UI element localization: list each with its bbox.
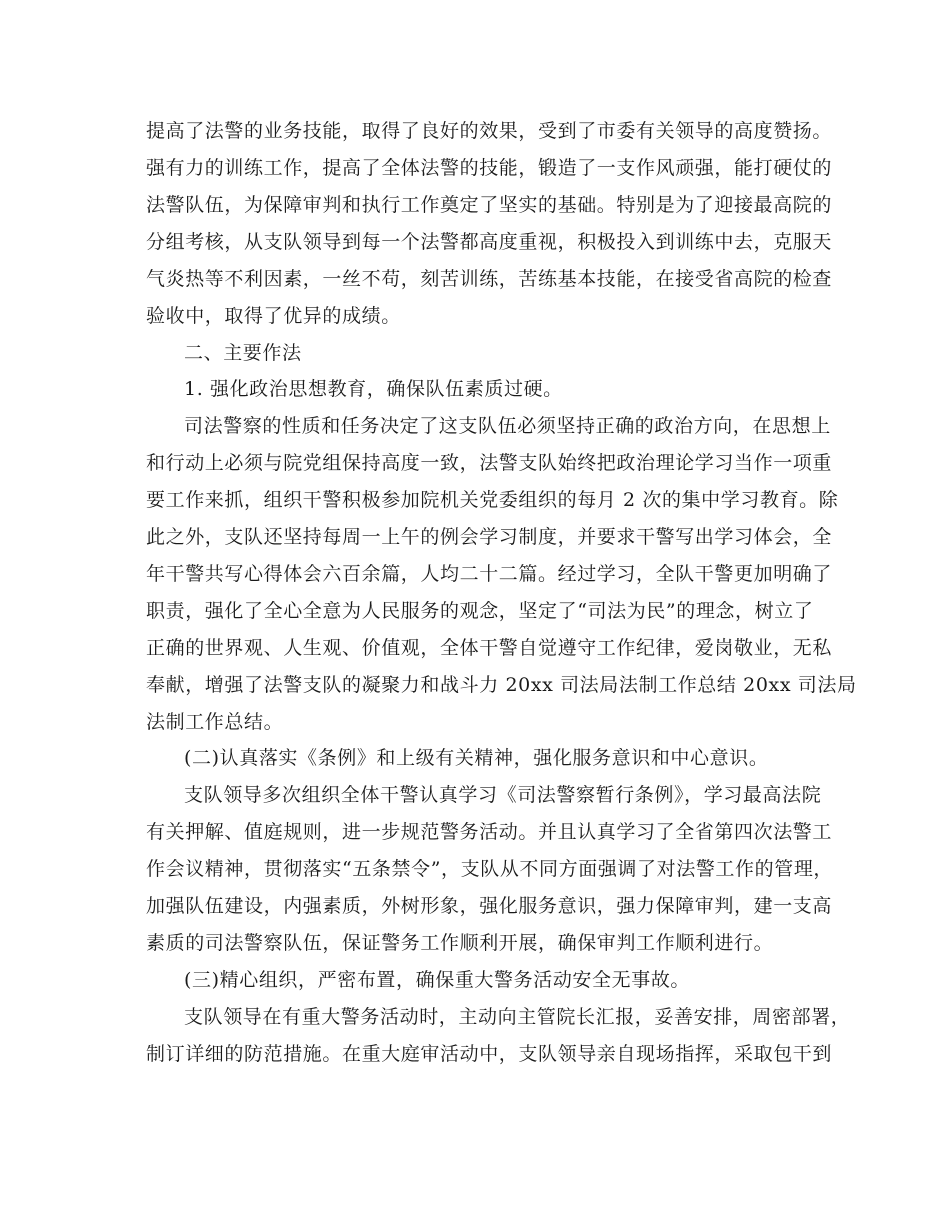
subsection-heading: (三)精心组织，严密布置，确保重大警务活动安全无事故。 [184, 969, 691, 991]
body-text-line: 法制工作总结。 [146, 711, 284, 733]
body-text-line: 正确的世界观、人生观、价值观，全体干警自觉遵守工作纪律，爱岗敬业，无私 [146, 637, 833, 659]
body-text-line: 司法警察的性质和任务决定了这支队伍必须坚持正确的政治方向，在思想上 [184, 415, 831, 437]
body-text-line: 气炎热等不利因素，一丝不苟，刻苦训练，苦练基本技能，在接受省高院的检查 [146, 268, 833, 290]
body-text-line: 支队领导多次组织全体干警认真学习《司法警察暂行条例》，学习最高法院 [184, 784, 822, 806]
subsection-heading: 1. 强化政治思想教育，确保队伍素质过硬。 [184, 378, 563, 400]
subsection-heading: (二)认真落实《条例》和上级有关精神，强化服务意识和中心意识。 [184, 747, 769, 769]
body-text-line: 分组考核，从支队领导到每一个法警都高度重视，积极投入到训练中去，克服天 [146, 231, 833, 253]
body-text-line: 提高了法警的业务技能，取得了良好的效果，受到了市委有关领导的高度赞扬。 [146, 120, 833, 142]
section-heading: 二、主要作法 [184, 342, 302, 364]
body-text-line: 作会议精神，贯彻落实“五条禁令”，支队从不同方面强调了对法警工作的管理， [146, 858, 834, 880]
body-text-line: 和行动上必须与院党组保持高度一致，法警支队始终把政治理论学习当作一项重 [146, 452, 833, 474]
body-text-line: 有关押解、值庭规则，进一步规范警务活动。并且认真学习了全省第四次法警工 [146, 821, 833, 843]
body-text-line: 职责，强化了全心全意为人民服务的观念，坚定了“司法为民”的理念，树立了 [146, 600, 814, 622]
body-text-line: 年干警共写心得体会六百余篇，人均二十二篇。经过学习，全队干警更加明确了 [146, 563, 833, 585]
body-text-line: 支队领导在有重大警务活动时，主动向主管院长汇报，妥善安排，周密部署， [184, 1006, 851, 1028]
body-text-line: 制订详细的防范措施。在重大庭审活动中，支队领导亲自现场指挥，采取包干到 [146, 1043, 833, 1065]
body-text-line: 验收中，取得了优异的成绩。 [146, 305, 401, 327]
body-text-line: 法警队伍，为保障审判和执行工作奠定了坚实的基础。特别是为了迎接最高院的 [146, 194, 833, 216]
body-text-line: 加强队伍建设，内强素质，外树形象，强化服务意识，强力保障审判，建一支高 [146, 895, 833, 917]
body-text-line: 要工作来抓，组织干警积极参加院机关党委组织的每月 2 次的集中学习教育。除 [146, 489, 839, 511]
body-text-line: 奉献，增强了法警支队的凝聚力和战斗力 20xx 司法局法制工作总结 20xx 司法局 [146, 674, 857, 696]
body-text-line: 素质的司法警察队伍，保证警务工作顺利开展，确保审判工作顺利进行。 [146, 932, 774, 954]
body-text-line: 强有力的训练工作，提高了全体法警的技能，锻造了一支作风顽强，能打硬仗的 [146, 157, 833, 179]
body-text-line: 此之外，支队还坚持每周一上午的例会学习制度，并要求干警写出学习体会，全 [146, 526, 833, 548]
